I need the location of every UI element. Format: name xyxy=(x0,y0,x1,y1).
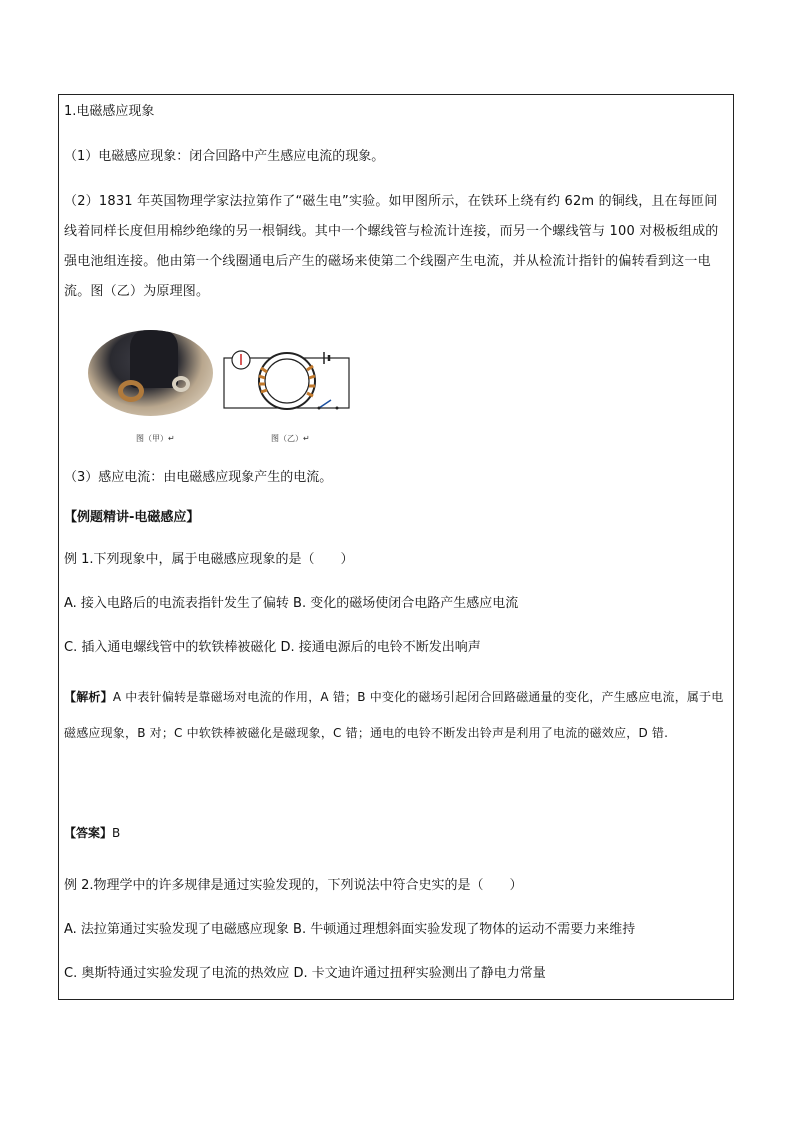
analysis-text: A 中表针偏转是靠磁场对电流的作用，A 错；B 中变化的磁场引起闭合回路磁通量的变化，产生感应电流，属于电磁感应现象，B 对；C 中软铁棒被磁化是磁现象，C 错；通电的电铃不断发出铃声是利用了电流的磁效应，D 错. xyxy=(64,690,724,740)
figure-b-caption: 图（乙）↵ xyxy=(271,434,310,443)
answer-label: 【答案】 xyxy=(64,826,113,840)
figure-faraday-experiment xyxy=(88,330,358,448)
figure-a-caption: 图（甲）↵ xyxy=(136,434,175,443)
paragraph-1: （1）电磁感应现象：闭合回路中产生感应电流的现象。 xyxy=(64,149,385,164)
example-1-options-cd: C. 插入通电螺线管中的软铁棒被磁化 D. 接通电源后的电铃不断发出响声 xyxy=(64,640,481,655)
paragraph-3: （3）感应电流：由电磁感应现象产生的电流。 xyxy=(64,470,333,485)
figure-b-diagram xyxy=(221,348,356,413)
example-1-options-ab: A. 接入电路后的电流表指针发生了偏转 B. 变化的磁场使闭合电路产生感应电流 xyxy=(64,596,519,611)
example-1-question: 例 1.下列现象中，属于电磁感应现象的是（ ） xyxy=(64,552,354,567)
figure-a-photo xyxy=(88,330,213,416)
example-1-analysis xyxy=(64,679,728,751)
example-2-question: 例 2.物理学中的许多规律是通过实验发现的，下列说法中符合史实的是（ ） xyxy=(64,878,523,893)
answer-value: B xyxy=(112,826,121,840)
example-heading: 【例题精讲-电磁感应】 xyxy=(64,510,200,525)
example-2-options-ab: A. 法拉第通过实验发现了电磁感应现象 B. 牛顿通过理想斜面实验发现了物体的运动不需要力来维持 xyxy=(64,922,636,937)
section-title: 1.电磁感应现象 xyxy=(64,104,155,119)
analysis-label: 【解析】 xyxy=(64,690,113,704)
paragraph-2: （2）1831 年英国物理学家法拉第作了“磁生电”实验。如甲图所示，在铁环上绕有约 62m 的铜线，且在每匝间线着同样长度但用棉纱绝缘的另一根铜线。其中一个螺线管与检流计连接，而另一个螺线管与 100 对极板组成的强电池组连接。他由第一个线圈通电后产生的磁场来使第二个线圈产生电流，并从检流计指针的偏转看到这一电流。图（乙）为原理图。 xyxy=(64,194,719,299)
example-2-options-cd: C. 奥斯特通过实验发现了电流的热效应 D. 卡文迪许通过扭秤实验测出了静电力常量 xyxy=(64,966,546,981)
example-1-answer xyxy=(64,825,120,841)
